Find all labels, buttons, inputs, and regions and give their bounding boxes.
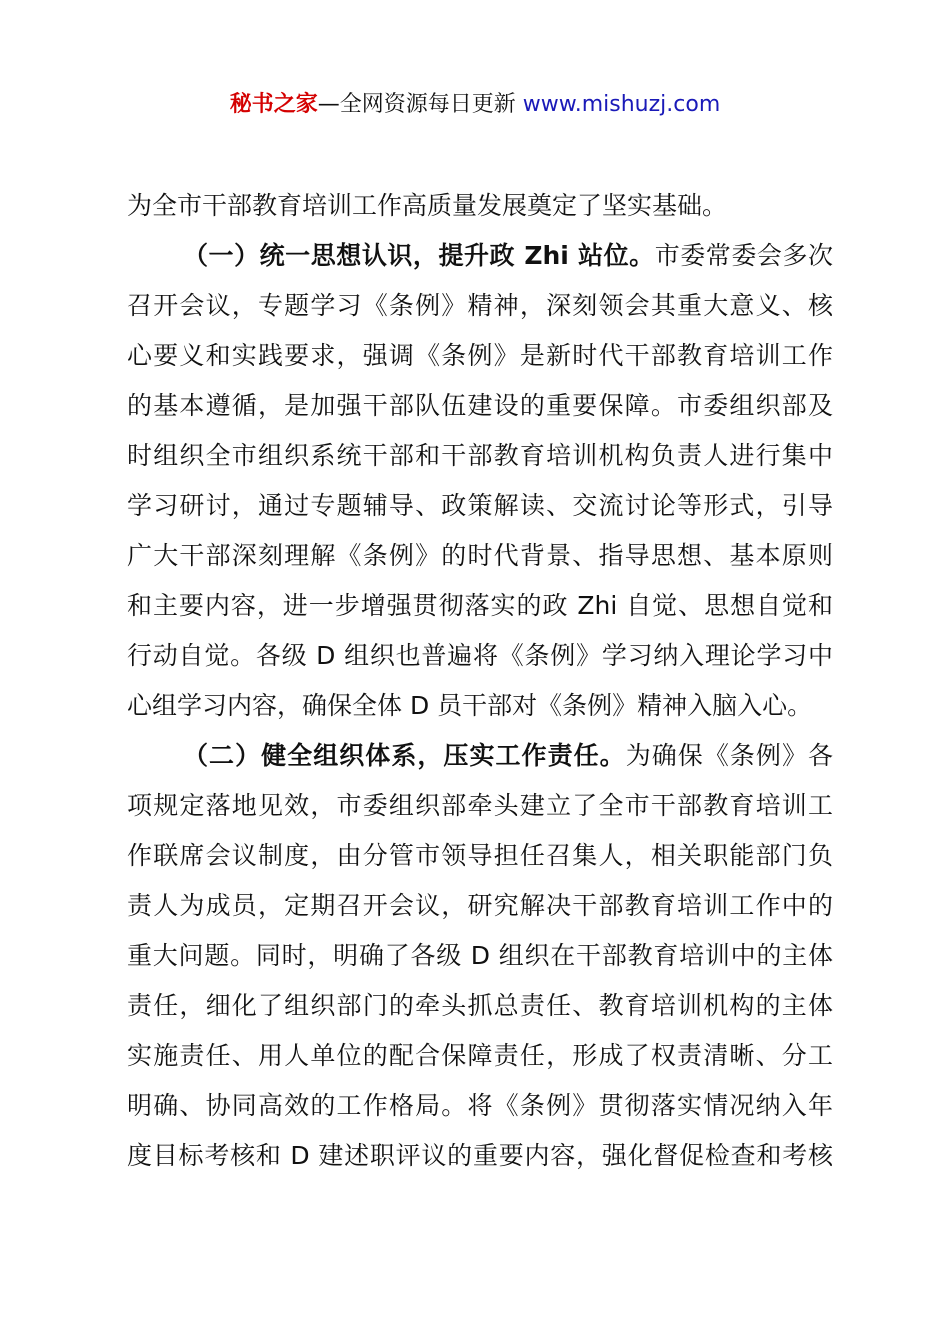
site-tagline: —全网资源每日更新 xyxy=(317,92,516,117)
text-line: 实施责任、用人单位的配合保障责任，形成了权责清晰、分工 xyxy=(127,1041,833,1070)
text-line: 心要义和实践要求，强调《条例》是新时代干部教育培训工作 xyxy=(127,341,833,370)
text-line: 的基本遵循，是加强干部队伍建设的重要保障。市委组织部及 xyxy=(127,391,833,420)
section-heading: （一）统一思想认识，提升政 Zhi 站位。 xyxy=(183,241,655,270)
text-line: 重大问题。同时，明确了各级 D 组织在干部教育培训中的主体 xyxy=(127,941,833,970)
text-line: 项规定落地见效，市委组织部牵头建立了全市干部教育培训工 xyxy=(127,791,833,820)
text-run: 为确保《条例》各 xyxy=(625,741,833,770)
text-line: 明确、协同高效的工作格局。将《条例》贯彻落实情况纳入年 xyxy=(127,1091,833,1120)
text-run: 市委常委会多次 xyxy=(654,241,833,270)
text-line: 召开会议，专题学习《条例》精神，深刻领会其重大意义、核 xyxy=(127,291,833,320)
text-line: 责人为成员，定期召开会议，研究解决干部教育培训工作中的 xyxy=(127,891,833,920)
text-line: 为全市干部教育培训工作高质量发展奠定了坚实基础。 xyxy=(127,191,728,220)
text-line: 度目标考核和 D 建述职评议的重要内容，强化督促检查和考核 xyxy=(127,1141,833,1170)
section-heading-line xyxy=(127,731,833,781)
text-line: 责任，细化了组织部门的牵头抓总责任、教育培训机构的主体 xyxy=(127,991,833,1020)
text-line: 和主要内容，进一步增强贯彻落实的政 Zhi 自觉、思想自觉和 xyxy=(127,591,833,620)
text-line: 学习研讨，通过专题辅导、政策解读、交流讨论等形式，引导 xyxy=(127,491,833,520)
text-line: 心组学习内容，确保全体 D 员干部对《条例》精神入脑入心。 xyxy=(127,691,813,720)
site-header xyxy=(0,88,950,122)
text-line: 广大干部深刻理解《条例》的时代背景、指导思想、基本原则 xyxy=(127,541,833,570)
section-heading: （二）健全组织体系，压实工作责任。 xyxy=(183,741,626,770)
text-line: 时组织全市组织系统干部和干部教育培训机构负责人进行集中 xyxy=(127,441,833,470)
site-brand: 秘书之家 xyxy=(229,92,318,117)
text-line: 作联席会议制度，由分管市领导担任召集人，相关职能部门负 xyxy=(127,841,833,870)
text-line: 行动自觉。各级 D 组织也普遍将《条例》学习纳入理论学习中 xyxy=(127,641,833,670)
document-body xyxy=(127,181,833,1181)
site-url-link[interactable]: www.mishuzj.com xyxy=(522,92,721,117)
section-heading-line xyxy=(127,231,833,281)
